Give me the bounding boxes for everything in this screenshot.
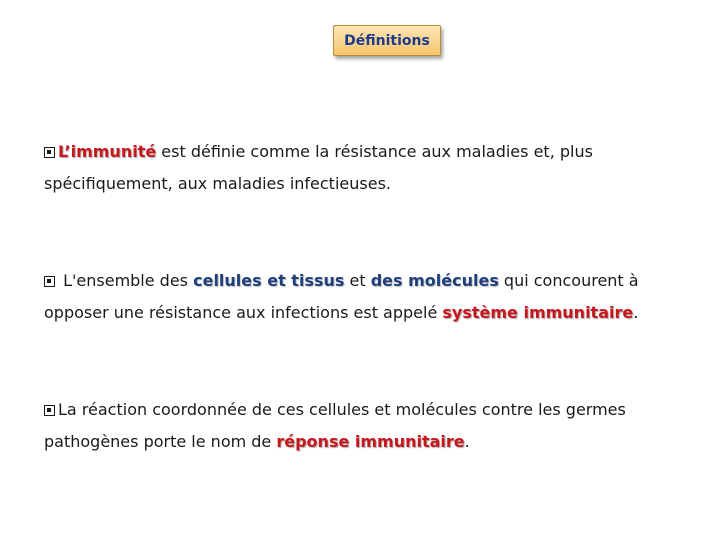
term-cellules-tissus: cellules et tissus <box>193 271 345 290</box>
paragraph-immune-response <box>44 394 684 458</box>
paragraph-text: et <box>344 271 371 290</box>
paragraph-text: est définie comme la résistance aux maladies et, plus spécifiquement, aux maladies infectieuses. <box>44 142 593 193</box>
paragraph-text: L'ensemble des <box>58 271 194 290</box>
term-molecules: des molécules <box>370 271 499 290</box>
paragraph-immunity <box>44 136 684 200</box>
term-immunite: L’immunité <box>58 142 157 161</box>
paragraph-text: . <box>464 432 470 451</box>
square-bullet-icon <box>44 276 55 287</box>
paragraph-text: qui concourent à opposer une résistance aux infections est appelé <box>44 271 639 322</box>
square-bullet-icon <box>44 405 55 416</box>
square-bullet-icon <box>44 147 55 158</box>
term-reponse-immunitaire: réponse immunitaire <box>276 432 465 451</box>
paragraph-immune-system <box>44 265 684 329</box>
definitions-title: Définitions <box>333 25 441 56</box>
paragraph-text: . <box>633 303 639 322</box>
paragraph-text: La réaction coordonnée de ces cellules et molécules contre les germes pathogènes porte le nom de <box>44 400 626 451</box>
term-systeme-immunitaire: système immunitaire <box>442 303 634 322</box>
